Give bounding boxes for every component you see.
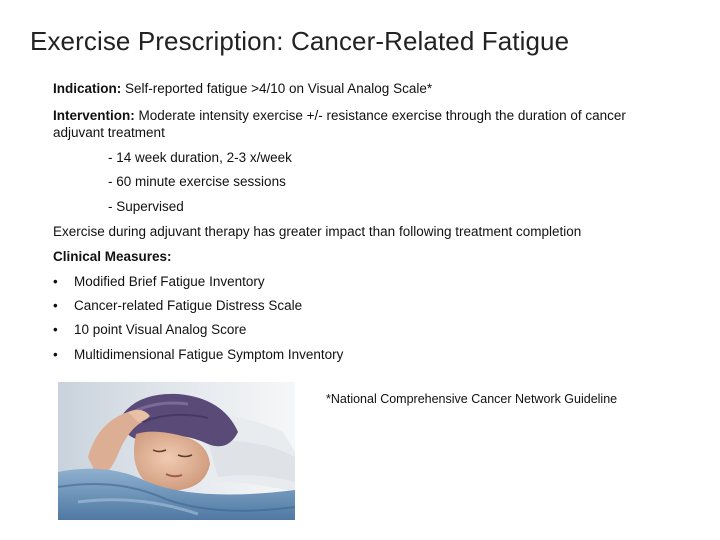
clinical-measures-heading: [53, 248, 172, 265]
footnote: *National Comprehensive Cancer Network Guideline: [326, 392, 618, 406]
resting-patient-photo: [58, 382, 295, 520]
intervention-label: Intervention:: [53, 108, 135, 123]
bullet-icon: •: [53, 274, 58, 289]
sub-item-supervised: - Supervised: [108, 199, 184, 214]
intervention-text: Moderate intensity exercise +/- resistance exercise through the duration of cancer adjuvant treatment: [53, 108, 626, 140]
sub-item-sessions: - 60 minute exercise sessions: [108, 174, 286, 189]
bullet-icon: •: [53, 347, 58, 362]
indication-label: Indication:: [53, 81, 122, 96]
statement-line: Exercise during adjuvant therapy has greater impact than following treatment completion: [53, 224, 582, 239]
measure-text: Multidimensional Fatigue Symptom Inventory: [74, 347, 344, 362]
measure-text: Cancer-related Fatigue Distress Scale: [74, 298, 303, 313]
measure-text: 10 point Visual Analog Score: [74, 322, 247, 337]
sub-item-duration: - 14 week duration, 2-3 x/week: [108, 150, 292, 165]
bullet-icon: •: [53, 298, 58, 313]
bullet-icon: •: [53, 322, 58, 337]
clinical-measures-label: Clinical Measures:: [53, 249, 172, 264]
indication-text: Self-reported fatigue >4/10 on Visual Analog Scale*: [121, 81, 433, 96]
measure-text: Modified Brief Fatigue Inventory: [74, 274, 265, 289]
resting-patient-illustration: [58, 382, 295, 520]
intervention-line: [53, 107, 673, 141]
slide-title: Exercise Prescription: Cancer-Related Fatigue: [30, 26, 570, 56]
indication-line: [53, 80, 432, 97]
